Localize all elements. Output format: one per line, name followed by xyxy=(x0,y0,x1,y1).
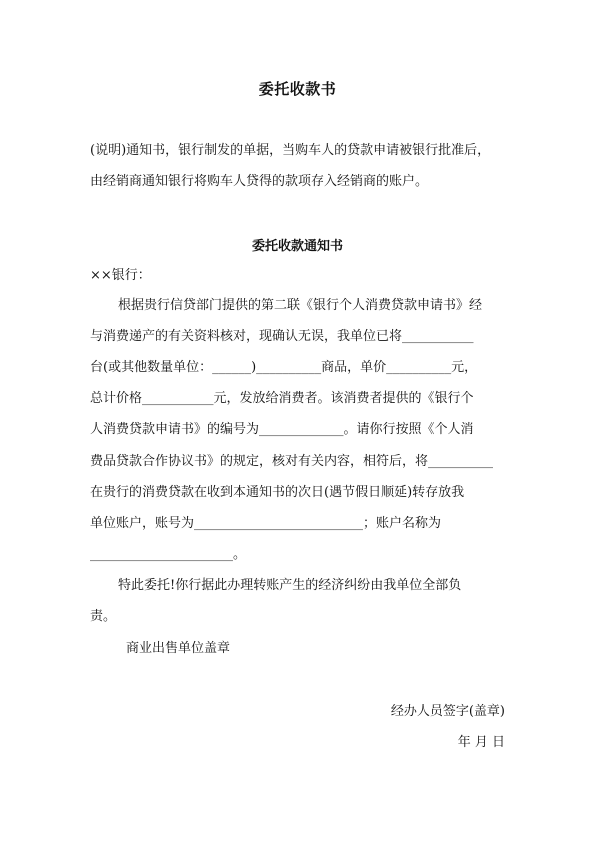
body-line-6: 费品贷款合作协议书》的规定，核对有关内容，相符后，将__________ xyxy=(90,454,494,469)
body-line-3: 台(或其他数量单位：______)__________商品，单价__________元， xyxy=(90,360,478,375)
document-title: 委托收款书 xyxy=(258,80,337,98)
body-line-9: ______________________。 xyxy=(90,547,247,562)
notice-title: 委托收款通知书 xyxy=(251,239,343,254)
intro-line-1: (说明)通知书，银行制发的单据，当购车人的贷款申请被银行批准后， xyxy=(90,143,491,158)
body-line-1: 根据贵行信贷部门提供的第二联《银行个人消费贷款申请书》经 xyxy=(118,298,483,313)
seal-label: 商业出售单位盖章 xyxy=(126,641,231,656)
closing-line-2: 责。 xyxy=(90,609,117,624)
intro-line-2: 由经销商通知银行将购车人贷得的款项存入经销商的账户。 xyxy=(90,174,429,189)
date-label: 年 月 日 xyxy=(457,735,505,750)
body-line-2: 与消费递产的有关资料核对，现确认无误，我单位已将___________ xyxy=(90,329,474,344)
body-line-5: 人消费贷款申请书》的编号为_____________。请你行按照《个人消 xyxy=(90,422,474,437)
closing-line-1: 特此委托!你行据此办理转账产生的经济纠纷由我单位全部负 xyxy=(118,578,462,593)
body-line-4: 总计价格___________元，发放给消费者。该消费者提供的《银行个 xyxy=(90,391,474,406)
body-line-7: 在贵行的消费贷款在收到本通知书的次日(遇节假日顺延)转存放我 xyxy=(90,485,465,500)
body-line-8: 单位账户，账号为__________________________；账户名称为 xyxy=(90,516,442,531)
signature-label: 经办人员签字(盖章) xyxy=(390,704,505,719)
salutation: ××银行： xyxy=(90,268,151,283)
